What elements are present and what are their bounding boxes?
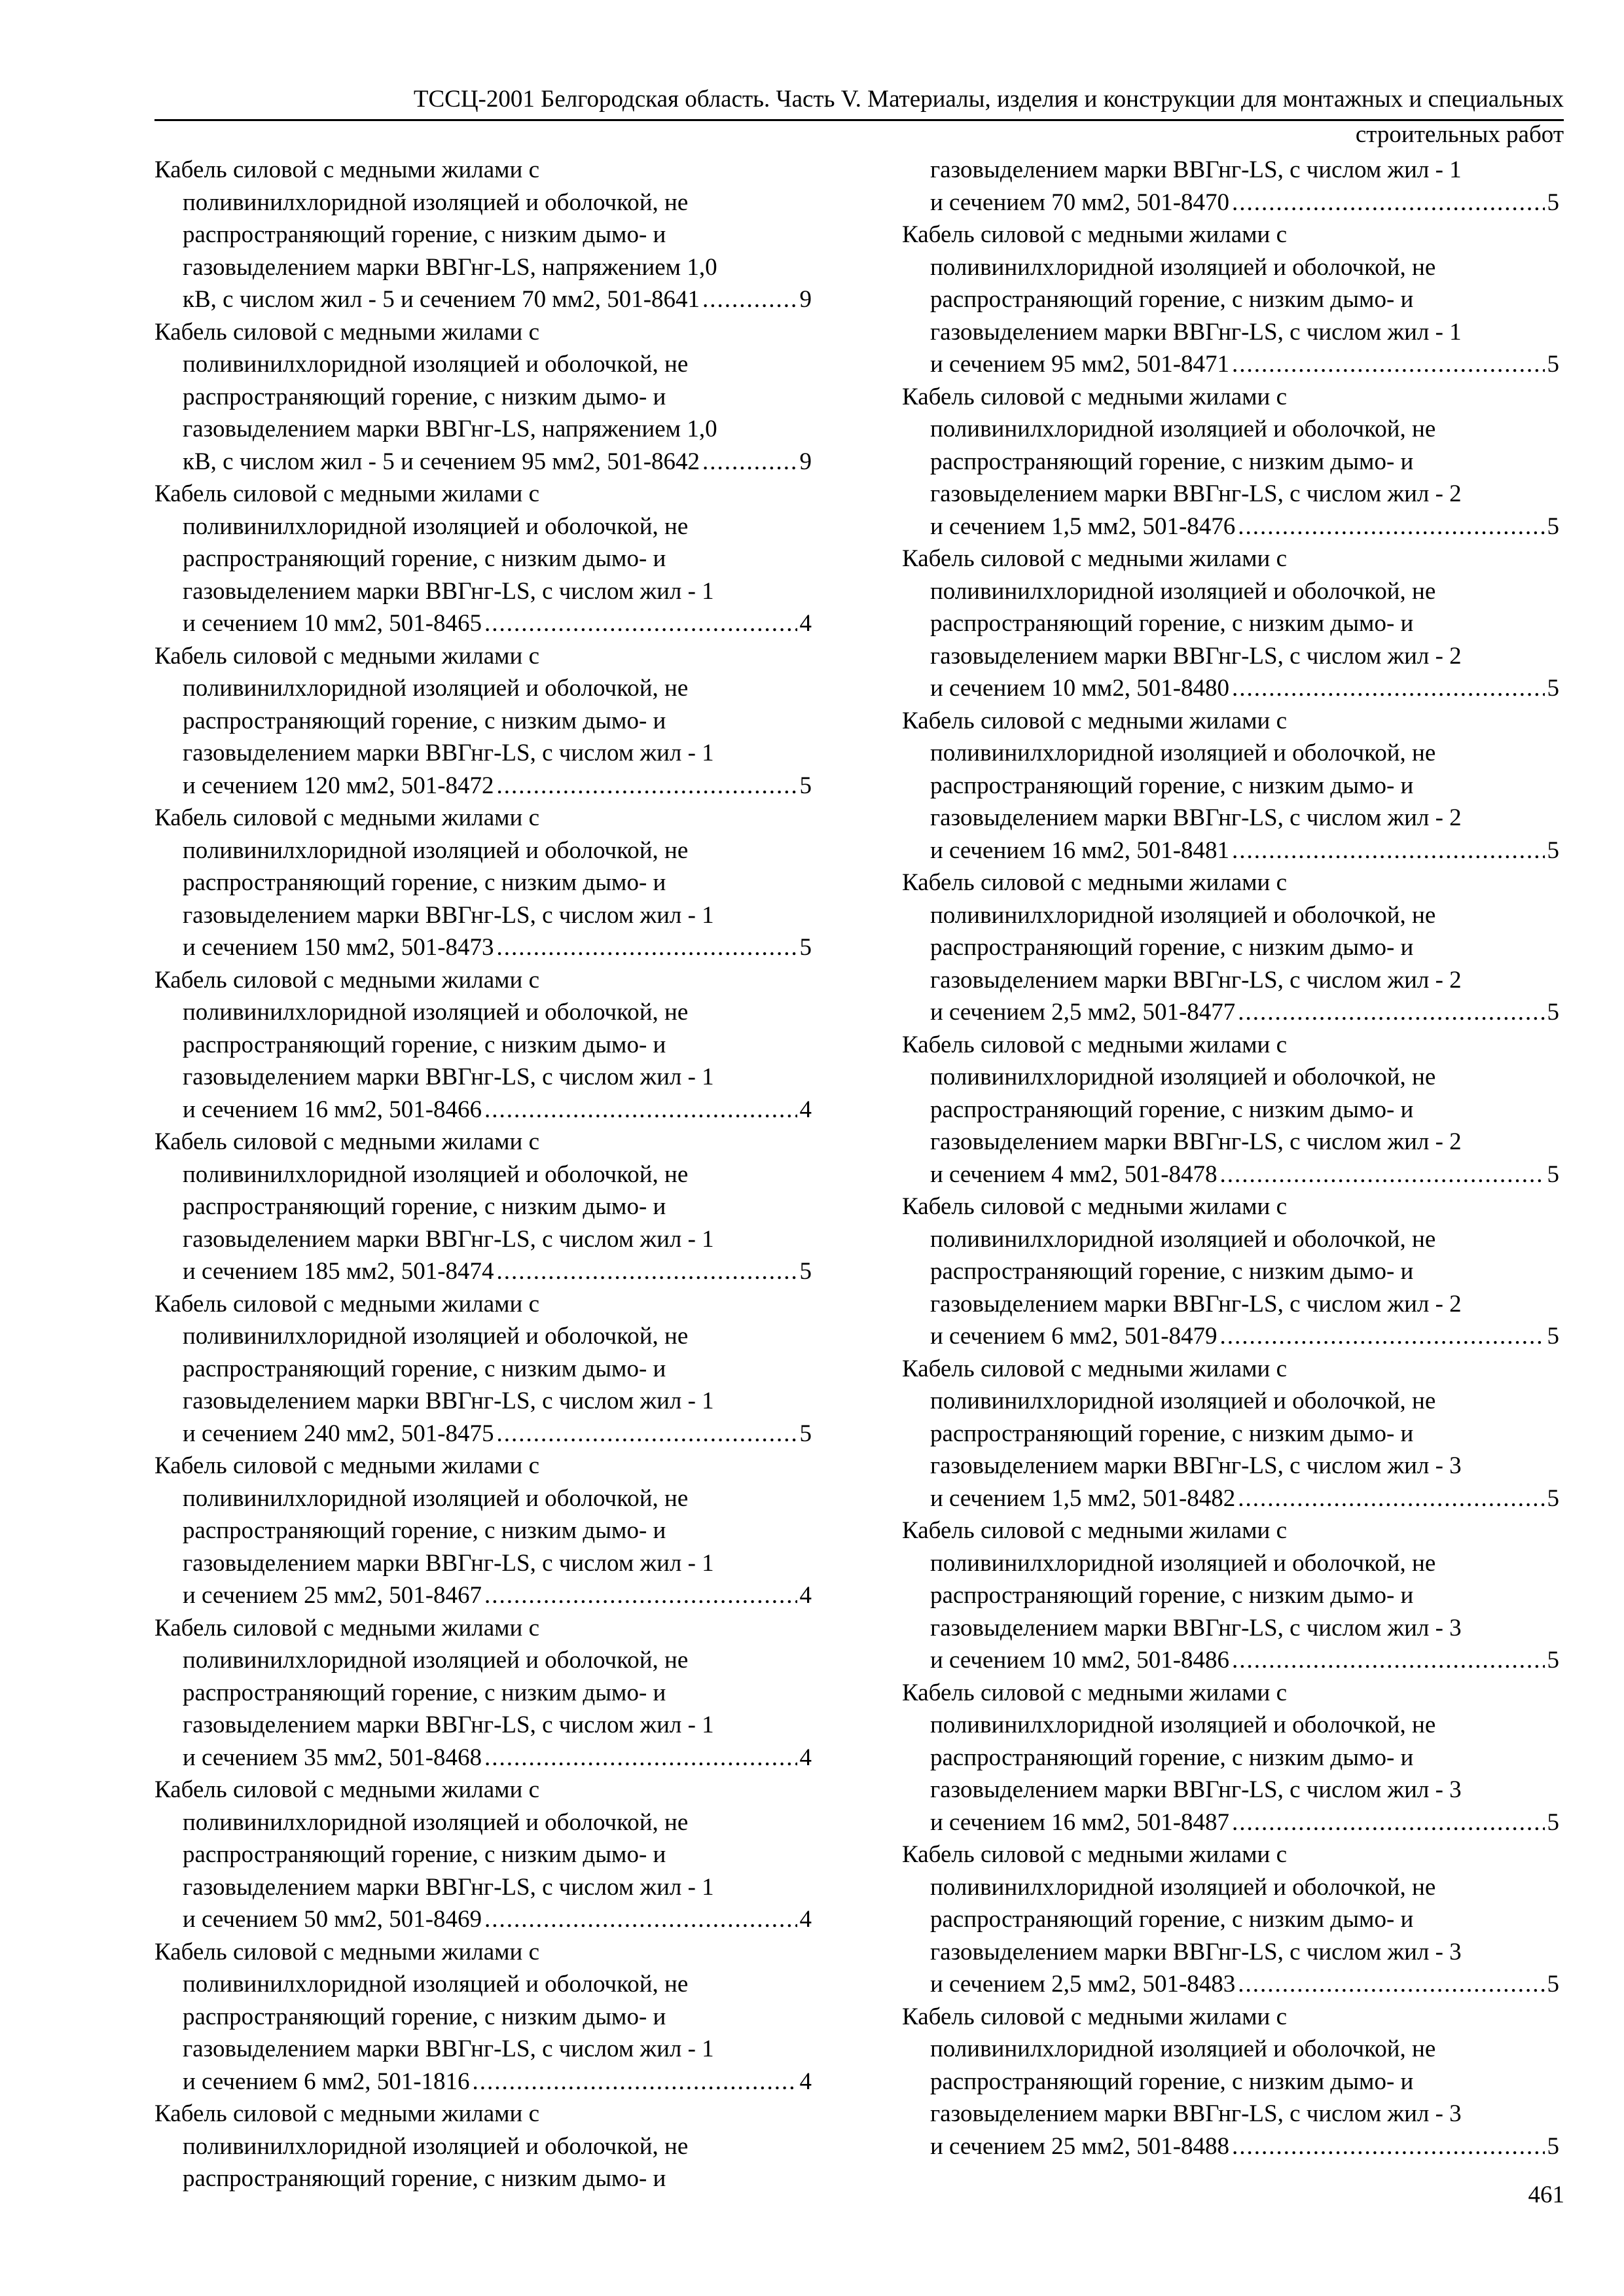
- entry-text-line: распространяющий горение, с низким дымо- и: [930, 1582, 1414, 1609]
- index-entry: [154, 154, 812, 316]
- entry-text-line: газовыделением марки ВВГнг-LS, с числом жил - 1: [930, 156, 1462, 183]
- entry-reference-line: [154, 1094, 812, 1126]
- entry-code: кВ, с числом жил - 5 и сечением 70 мм2, 501-8641: [183, 286, 700, 313]
- dot-leader: [484, 1094, 797, 1126]
- index-entry: [154, 1288, 812, 1450]
- entry-title-line: Кабель силовой с медными жилами с: [154, 966, 540, 994]
- entry-text-line: газовыделением марки ВВГнг-LS, с числом жил - 2: [930, 480, 1462, 507]
- index-entry: [902, 543, 1559, 705]
- header-title-line-2: строительных работ: [1355, 121, 1564, 148]
- entry-page-ref: 9: [799, 286, 812, 313]
- entry-title-line: Кабель силовой с медными жилами с: [154, 1938, 540, 1965]
- running-header: [154, 84, 1564, 115]
- entry-text-line: распространяющий горение, с низким дымо- и: [930, 286, 1414, 313]
- entry-text-line: поливинилхлоридной изоляцией и оболочкой, не: [930, 416, 1436, 442]
- dot-leader: [1220, 1158, 1545, 1191]
- index-entry: [154, 478, 812, 640]
- entry-code: и сечением 4 мм2, 501-8478: [930, 1160, 1218, 1188]
- entry-text-line: газовыделением марки ВВГнг-LS, с числом жил - 3: [930, 1614, 1462, 1641]
- index-entry: [154, 2098, 812, 2195]
- entry-title-line: Кабель силовой с медными жилами с: [902, 707, 1288, 734]
- entry-text-line: распространяющий горение, с низким дымо- и: [930, 1744, 1414, 1771]
- entry-text-line: поливинилхлоридной изоляцией и оболочкой, не: [183, 351, 689, 378]
- entry-code: и сечением 16 мм2, 501-8487: [930, 1808, 1230, 1836]
- index-entry: [154, 316, 812, 478]
- running-header-continued: [154, 119, 1564, 151]
- entry-text-line: поливинилхлоридной изоляцией и оболочкой, не: [183, 836, 689, 864]
- dot-leader: [473, 2066, 797, 2098]
- entry-text-line: газовыделением марки ВВГнг-LS, с числом жил - 2: [930, 642, 1462, 670]
- dot-leader: [1238, 511, 1544, 543]
- entry-page-ref: 5: [1547, 1647, 1559, 1674]
- entry-reference-line: [902, 1482, 1559, 1515]
- dot-leader: [497, 931, 797, 964]
- entry-text-line: распространяющий горение, с низким дымо- и: [183, 869, 666, 896]
- entry-reference-line: [154, 1742, 812, 1774]
- dot-leader: [484, 607, 797, 640]
- dot-leader: [484, 1742, 797, 1774]
- entry-title-line: Кабель силовой с медными жилами с: [154, 1128, 540, 1155]
- entry-text-line: поливинилхлоридной изоляцией и оболочкой, не: [930, 577, 1436, 605]
- entry-title-line: Кабель силовой с медными жилами с: [154, 642, 540, 670]
- entry-reference-line: [154, 446, 812, 478]
- entry-reference-line: [154, 1418, 812, 1450]
- entry-text-line: газовыделением марки ВВГнг-LS, с числом жил - 1: [183, 1712, 714, 1738]
- entry-text-line: газовыделением марки ВВГнг-LS, с числом жил - 2: [930, 804, 1462, 831]
- entry-text-line: газовыделением марки ВВГнг-LS, с числом жил - 1: [183, 577, 714, 605]
- entry-code: и сечением 95 мм2, 501-8471: [930, 351, 1230, 378]
- dot-leader: [1238, 996, 1544, 1029]
- entry-text-line: газовыделением марки ВВГнг-LS, с числом жил - 1: [183, 1064, 714, 1090]
- entry-text-line: поливинилхлоридной изоляцией и оболочкой, не: [183, 1971, 689, 1998]
- entry-page-ref: 5: [1547, 188, 1559, 216]
- entry-page-ref: 5: [799, 1258, 812, 1285]
- entry-page-ref: 4: [799, 1906, 812, 1933]
- entry-text-line: поливинилхлоридной изоляцией и оболочкой, не: [930, 901, 1436, 929]
- entry-text-line: газовыделением марки ВВГнг-LS, с числом жил - 1: [183, 1873, 714, 1901]
- entry-page-ref: 5: [1547, 836, 1559, 864]
- entry-code: и сечением 6 мм2, 501-8479: [930, 1323, 1218, 1350]
- index-entry: [902, 219, 1559, 381]
- entry-text-line: распространяющий горение, с низким дымо- и: [183, 2003, 666, 2030]
- entry-title-line: Кабель силовой с медными жилами с: [902, 545, 1288, 572]
- entry-code: и сечением 50 мм2, 501-8469: [183, 1906, 482, 1933]
- entry-text-line: газовыделением марки ВВГнг-LS, с числом жил - 1: [183, 1225, 714, 1253]
- entry-code: кВ, с числом жил - 5 и сечением 95 мм2, 501-8642: [183, 448, 700, 475]
- entry-text-line: поливинилхлоридной изоляцией и оболочкой, не: [930, 1873, 1436, 1901]
- entry-page-ref: 5: [1547, 1484, 1559, 1512]
- entry-code: и сечением 185 мм2, 501-8474: [183, 1258, 494, 1285]
- index-entry: [902, 2001, 1559, 2163]
- entry-reference-line: [902, 1644, 1559, 1677]
- entry-code: и сечением 25 мм2, 501-8488: [930, 2132, 1230, 2160]
- entry-title-line: Кабель силовой с медными жилами с: [902, 2003, 1288, 2030]
- entry-page-ref: 4: [799, 1744, 812, 1771]
- dot-leader: [702, 283, 797, 316]
- entry-reference-line: [902, 187, 1559, 219]
- entry-reference-line: [154, 931, 812, 964]
- entry-page-ref: 4: [799, 1096, 812, 1123]
- entry-page-ref: 5: [1547, 675, 1559, 702]
- entry-code: и сечением 150 мм2, 501-8473: [183, 934, 494, 961]
- dot-leader: [1220, 1320, 1545, 1353]
- entry-reference-line: [154, 1255, 812, 1288]
- entry-text-line: газовыделением марки ВВГнг-LS, с числом жил - 3: [930, 1776, 1462, 1803]
- entry-text-line: распространяющий горение, с низким дымо- и: [930, 1258, 1414, 1285]
- index-entry: [154, 640, 812, 802]
- entry-title-line: Кабель силовой с медными жилами с: [902, 383, 1288, 410]
- entry-page-ref: 5: [1547, 1323, 1559, 1350]
- index-entry: [902, 1191, 1559, 1353]
- index-entry: [154, 1612, 812, 1774]
- dot-leader: [1232, 1644, 1544, 1677]
- header-title-line: ТССЦ-2001 Белгородская область. Часть V. Материалы, изделия и конструкции для монтажных и специальных: [413, 86, 1564, 113]
- entry-text-line: газовыделением марки ВВГнг-LS, с числом жил - 2: [930, 966, 1462, 994]
- entry-page-ref: 4: [799, 1582, 812, 1609]
- entry-title-line: Кабель силовой с медными жилами с: [154, 1452, 540, 1479]
- dot-leader: [1232, 672, 1544, 705]
- index-entry: [902, 381, 1559, 543]
- entry-text-line: распространяющий горение, с низким дымо- и: [183, 221, 666, 248]
- index-entry: [902, 867, 1559, 1029]
- entry-text-line: поливинилхлоридной изоляцией и оболочкой, не: [183, 1323, 689, 1350]
- entry-code: и сечением 1,5 мм2, 501-8482: [930, 1484, 1236, 1512]
- entry-text-line: газовыделением марки ВВГнг-LS, с числом жил - 3: [930, 2100, 1462, 2127]
- entry-code: и сечением 2,5 мм2, 501-8483: [930, 1971, 1236, 1998]
- entry-text-line: газовыделением марки ВВГнг-LS, с числом жил - 1: [183, 1388, 714, 1414]
- entry-page-ref: 5: [799, 934, 812, 961]
- entry-text-line: газовыделением марки ВВГнг-LS, напряжением 1,0: [183, 416, 717, 442]
- entry-reference-line: [902, 511, 1559, 543]
- dot-leader: [1238, 1968, 1544, 2001]
- entry-text-line: газовыделением марки ВВГнг-LS, с числом жил - 3: [930, 1938, 1462, 1965]
- entry-title-line: Кабель силовой с медными жилами с: [154, 480, 540, 507]
- entry-code: и сечением 10 мм2, 501-8486: [930, 1647, 1230, 1674]
- index-column-left: [154, 154, 812, 2195]
- entry-text-line: поливинилхлоридной изоляцией и оболочкой, не: [183, 512, 689, 540]
- entry-text-line: поливинилхлоридной изоляцией и оболочкой, не: [183, 999, 689, 1026]
- entry-code: и сечением 1,5 мм2, 501-8476: [930, 512, 1236, 540]
- entry-text-line: распространяющий горение, с низким дымо- и: [183, 1679, 666, 1706]
- entry-text-line: газовыделением марки ВВГнг-LS, с числом жил - 2: [930, 1128, 1462, 1155]
- index-entry: [902, 1839, 1559, 2001]
- entry-title-line: Кабель силовой с медными жилами с: [154, 804, 540, 831]
- index-entry: [154, 1774, 812, 1936]
- entry-text-line: поливинилхлоридной изоляцией и оболочкой, не: [183, 1484, 689, 1512]
- entry-title-line: Кабель силовой с медными жилами с: [154, 156, 540, 183]
- dot-leader: [497, 1418, 797, 1450]
- dot-leader: [484, 1579, 797, 1612]
- entry-reference-line: [902, 1320, 1559, 1353]
- entry-text-line: распространяющий горение, с низким дымо- и: [930, 2068, 1414, 2095]
- dot-leader: [1232, 2130, 1544, 2163]
- entry-title-line: Кабель силовой с медными жилами с: [902, 1355, 1288, 1382]
- entry-text-line: распространяющий горение, с низким дымо- и: [183, 383, 666, 410]
- entry-code: и сечением 10 мм2, 501-8480: [930, 675, 1230, 702]
- dot-leader: [497, 770, 797, 802]
- entry-text-line: распространяющий горение, с низким дымо- и: [930, 448, 1414, 475]
- entry-text-line: распространяющий горение, с низким дымо- и: [183, 2165, 666, 2192]
- entry-text-line: поливинилхлоридной изоляцией и оболочкой, не: [930, 1549, 1436, 1577]
- dot-leader: [1232, 348, 1544, 381]
- dot-leader: [1232, 187, 1544, 219]
- entry-code: и сечением 120 мм2, 501-8472: [183, 772, 494, 799]
- entry-title-line: Кабель силовой с медными жилами с: [154, 1776, 540, 1803]
- index-entry: [902, 1515, 1559, 1677]
- entry-title-line: Кабель силовой с медными жилами с: [902, 1517, 1288, 1544]
- entry-code: и сечением 240 мм2, 501-8475: [183, 1420, 494, 1447]
- entry-text-line: поливинилхлоридной изоляцией и оболочкой, не: [930, 2036, 1436, 2062]
- entry-text-line: распространяющий горение, с низким дымо- и: [183, 545, 666, 572]
- entry-page-ref: 9: [799, 448, 812, 475]
- dot-leader: [1232, 1806, 1544, 1839]
- entry-text-line: распространяющий горение, с низким дымо- и: [183, 1355, 666, 1382]
- entry-reference-line: [902, 348, 1559, 381]
- index-entry: [154, 1936, 812, 2098]
- entry-text-line: поливинилхлоридной изоляцией и оболочкой, не: [930, 740, 1436, 766]
- entry-reference-line: [154, 770, 812, 802]
- entry-text-line: поливинилхлоридной изоляцией и оболочкой, не: [183, 1808, 689, 1836]
- entry-text-line: распространяющий горение, с низким дымо- и: [183, 1841, 666, 1868]
- entry-page-ref: 5: [799, 772, 812, 799]
- entry-reference-line: [902, 1158, 1559, 1191]
- entry-page-ref: 5: [1547, 351, 1559, 378]
- entry-text-line: распространяющий горение, с низким дымо- и: [930, 1096, 1414, 1123]
- entry-code: и сечением 10 мм2, 501-8465: [183, 610, 482, 637]
- index-entry: [154, 1450, 812, 1612]
- entry-page-ref: 5: [1547, 999, 1559, 1026]
- entry-text-line: газовыделением марки ВВГнг-LS, с числом жил - 2: [930, 1290, 1462, 1318]
- entry-reference-line: [902, 672, 1559, 705]
- entry-title-line: Кабель силовой с медными жилами с: [154, 2100, 540, 2127]
- index-entry: [902, 705, 1559, 867]
- dot-leader: [497, 1255, 797, 1288]
- page-number: 461: [1528, 2181, 1564, 2208]
- entry-title-line: Кабель силовой с медными жилами с: [154, 1290, 540, 1318]
- entry-text-line: распространяющий горение, с низким дымо- и: [183, 1193, 666, 1220]
- entry-reference-line: [902, 996, 1559, 1029]
- index-column-right: [902, 154, 1559, 2162]
- entry-title-line: Кабель силовой с медными жилами с: [902, 869, 1288, 896]
- entry-page-ref: 5: [1547, 1160, 1559, 1188]
- index-entry: [154, 802, 812, 964]
- entry-reference-line: [154, 283, 812, 316]
- dot-leader: [702, 446, 797, 478]
- entry-text-line: газовыделением марки ВВГнг-LS, с числом жил - 1: [183, 1549, 714, 1577]
- entry-page-ref: 5: [799, 1420, 812, 1447]
- entry-code: и сечением 2,5 мм2, 501-8477: [930, 999, 1236, 1026]
- entry-text-line: газовыделением марки ВВГнг-LS, с числом жил - 1: [930, 318, 1462, 346]
- index-entry: [154, 1126, 812, 1288]
- dot-leader: [1238, 1482, 1544, 1515]
- entry-code: и сечением 35 мм2, 501-8468: [183, 1744, 482, 1771]
- entry-text-line: поливинилхлоридной изоляцией и оболочкой, не: [183, 675, 689, 702]
- entry-reference-line: [902, 834, 1559, 867]
- entry-text-line: распространяющий горение, с низким дымо- и: [183, 1031, 666, 1058]
- index-entry: [902, 154, 1559, 219]
- index-entry: [902, 1029, 1559, 1191]
- entry-code: и сечением 16 мм2, 501-8481: [930, 836, 1230, 864]
- index-entry: [154, 964, 812, 1126]
- entry-page-ref: 5: [1547, 512, 1559, 540]
- entry-page-ref: 4: [799, 2068, 812, 2095]
- entry-text-line: поливинилхлоридной изоляцией и оболочкой, не: [183, 1647, 689, 1674]
- dot-leader: [484, 1903, 797, 1936]
- entry-reference-line: [154, 607, 812, 640]
- entry-title-line: Кабель силовой с медными жилами с: [902, 1679, 1288, 1706]
- entry-text-line: поливинилхлоридной изоляцией и оболочкой, не: [183, 188, 689, 216]
- entry-title-line: Кабель силовой с медными жилами с: [902, 1031, 1288, 1058]
- entry-text-line: распространяющий горение, с низким дымо- и: [930, 934, 1414, 961]
- entry-text-line: распространяющий горение, с низким дымо- и: [183, 707, 666, 734]
- dot-leader: [1232, 834, 1544, 867]
- entry-reference-line: [154, 1903, 812, 1936]
- entry-page-ref: 5: [1547, 1971, 1559, 1998]
- entry-text-line: газовыделением марки ВВГнг-LS, напряжением 1,0: [183, 253, 717, 281]
- entry-text-line: распространяющий горение, с низким дымо- и: [930, 1906, 1414, 1933]
- entry-reference-line: [902, 1968, 1559, 2001]
- entry-text-line: поливинилхлоридной изоляцией и оболочкой, не: [930, 1388, 1436, 1414]
- entry-reference-line: [154, 1579, 812, 1612]
- entry-text-line: поливинилхлоридной изоляцией и оболочкой, не: [930, 253, 1436, 281]
- entry-text-line: газовыделением марки ВВГнг-LS, с числом жил - 1: [183, 2036, 714, 2062]
- entry-title-line: Кабель силовой с медными жилами с: [902, 1841, 1288, 1868]
- entry-code: и сечением 25 мм2, 501-8467: [183, 1582, 482, 1609]
- entry-title-line: Кабель силовой с медными жилами с: [154, 1614, 540, 1641]
- entry-text-line: газовыделением марки ВВГнг-LS, с числом жил - 1: [183, 901, 714, 929]
- entry-page-ref: 5: [1547, 1808, 1559, 1836]
- entry-text-line: поливинилхлоридной изоляцией и оболочкой, не: [183, 2132, 689, 2160]
- entry-reference-line: [154, 2066, 812, 2098]
- entry-reference-line: [902, 1806, 1559, 1839]
- entry-text-line: газовыделением марки ВВГнг-LS, с числом жил - 3: [930, 1452, 1462, 1479]
- entry-page-ref: 5: [1547, 2132, 1559, 2160]
- index-entry: [902, 1353, 1559, 1515]
- entry-title-line: Кабель силовой с медными жилами с: [902, 1193, 1288, 1220]
- entry-text-line: распространяющий горение, с низким дымо- и: [930, 1420, 1414, 1447]
- entry-text-line: распространяющий горение, с низким дымо- и: [183, 1517, 666, 1544]
- entry-text-line: поливинилхлоридной изоляцией и оболочкой, не: [930, 1712, 1436, 1738]
- entry-text-line: поливинилхлоридной изоляцией и оболочкой, не: [930, 1225, 1436, 1253]
- entry-title-line: Кабель силовой с медными жилами с: [902, 221, 1288, 248]
- entry-text-line: поливинилхлоридной изоляцией и оболочкой, не: [930, 1064, 1436, 1090]
- entry-page-ref: 4: [799, 610, 812, 637]
- index-entry: [902, 1677, 1559, 1839]
- entry-text-line: газовыделением марки ВВГнг-LS, с числом жил - 1: [183, 740, 714, 766]
- entry-code: и сечением 6 мм2, 501-1816: [183, 2068, 470, 2095]
- entry-text-line: распространяющий горение, с низким дымо- и: [930, 772, 1414, 799]
- entry-code: и сечением 16 мм2, 501-8466: [183, 1096, 482, 1123]
- entry-reference-line: [902, 2130, 1559, 2163]
- entry-code: и сечением 70 мм2, 501-8470: [930, 188, 1230, 216]
- entry-text-line: поливинилхлоридной изоляцией и оболочкой, не: [183, 1160, 689, 1188]
- entry-title-line: Кабель силовой с медными жилами с: [154, 318, 540, 346]
- entry-text-line: распространяющий горение, с низким дымо- и: [930, 610, 1414, 637]
